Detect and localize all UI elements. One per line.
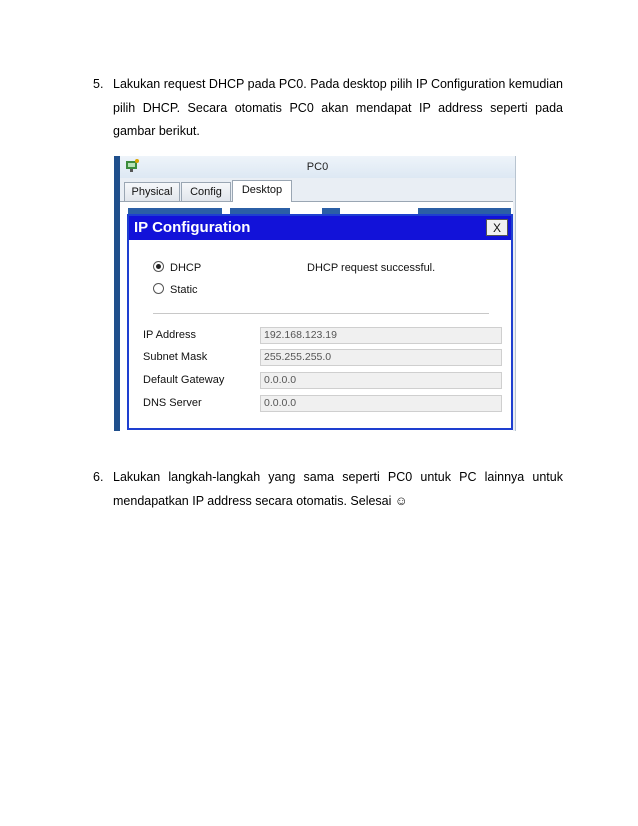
- window-titlebar: [120, 156, 515, 178]
- dhcp-radio-option[interactable]: [153, 261, 201, 274]
- default-gateway-field[interactable]: 0.0.0.0: [260, 372, 502, 389]
- step-6: [93, 466, 563, 513]
- dhcp-radio[interactable]: [153, 261, 164, 272]
- packet-tracer-screenshot: [114, 156, 516, 431]
- default-gateway-label: Default Gateway: [143, 374, 225, 386]
- step-text: Lakukan request DHCP pada PC0. Pada desktop pilih IP Configuration kemudian pilih DHCP. Secara otomatis PC0 akan mendapat IP address seperti pada gambar berikut.: [113, 77, 563, 138]
- step-number: 5.: [93, 77, 104, 91]
- step-text: Lakukan langkah-langkah yang sama seperti PC0 untuk PC lainnya untuk mendapatkan IP address secara otomatis. Selesai ☺: [113, 470, 563, 508]
- status-message: DHCP request successful.: [307, 262, 436, 274]
- divider: [153, 313, 489, 314]
- tab-bar: [120, 180, 515, 202]
- tab-desktop[interactable]: Desktop: [232, 180, 292, 202]
- static-radio-option[interactable]: [153, 283, 198, 296]
- dialog-title: IP Configuration: [129, 216, 511, 240]
- dhcp-label: DHCP: [170, 262, 202, 274]
- ip-address-field[interactable]: 192.168.123.19: [260, 327, 502, 344]
- subnet-mask-label: Subnet Mask: [143, 351, 208, 363]
- static-radio[interactable]: [153, 283, 164, 294]
- tab-physical[interactable]: Physical: [124, 182, 180, 201]
- window-title: PC0: [306, 161, 329, 173]
- tab-config[interactable]: Config: [181, 182, 231, 201]
- close-button[interactable]: X: [486, 219, 508, 236]
- ip-address-label: IP Address: [143, 329, 196, 341]
- dns-server-label: DNS Server: [143, 397, 202, 409]
- step-5: [93, 73, 563, 144]
- step-number: 6.: [93, 470, 104, 484]
- static-label: Static: [170, 284, 198, 296]
- ip-configuration-dialog: [127, 214, 513, 430]
- subnet-mask-field[interactable]: 255.255.255.0: [260, 349, 502, 366]
- dns-server-field[interactable]: 0.0.0.0: [260, 395, 502, 412]
